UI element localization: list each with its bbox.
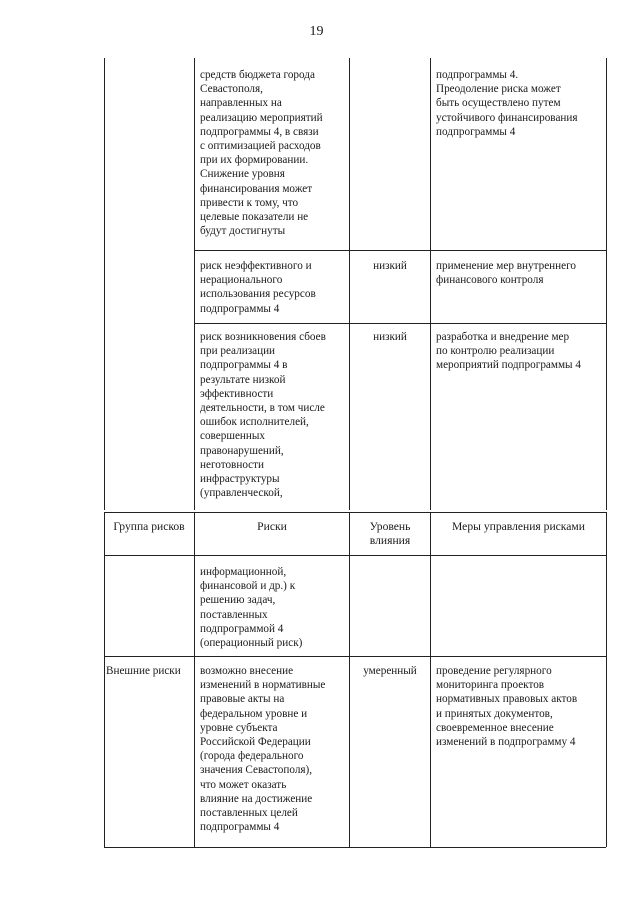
table-cell-risk: возможно внесение изменений в нормативные правовые акты на федеральном уровне и уровне субъекта Российской Федерации (города федерального значения Севастополя), что может оказать влияние на достижение поставленных целей подпрограммы 4 — [200, 665, 326, 834]
table-column-divider — [430, 58, 431, 510]
table-column-divider — [349, 58, 350, 510]
header-group: Группа рисков — [113, 520, 185, 533]
header-risks: Риски — [257, 520, 287, 533]
table-border-right — [606, 58, 607, 510]
table-cell-measures: разработка и внедрение мер по контролю реализации мероприятий подпрограммы 4 — [436, 331, 581, 372]
table-row-divider — [104, 656, 606, 657]
table-cell-risk: информационной, финансовой и др.) к решению задач, поставленных подпрограммой 4 (операционный риск) — [200, 566, 303, 650]
table-column-divider — [194, 555, 195, 847]
table-border-right — [606, 512, 607, 555]
table-cell-risk: риск возникновения сбоев при реализации подпрограммы 4 в результате низкой эффективности деятельности, в том числе ошибок исполнителей, совершенных правонарушений, неготовности инфраструктуры (управленческой, — [200, 331, 326, 500]
table-border-left — [104, 58, 105, 510]
table-border-right — [606, 555, 607, 847]
table-cell-level: низкий — [373, 331, 407, 343]
table-cell-risk: средств бюджета города Севастополя, направленных на реализацию мероприятий подпрограммы 4, в связи с оптимизацией расходов при их формировании. Снижение уровня финансирования может привести к тому, что целевые показатели не будут достигнуты — [200, 69, 323, 238]
table-row-divider — [194, 323, 606, 324]
table-cell-level: низкий — [373, 260, 407, 272]
table-cell-risk: риск неэффективного и нерационального использования ресурсов подпрограммы 4 — [200, 260, 316, 315]
table-column-divider — [349, 555, 350, 847]
table-cell-group: Внешние риски — [106, 665, 181, 677]
table-column-divider — [430, 555, 431, 847]
table-cell-measures: применение мер внутреннего финансового контроля — [436, 260, 577, 287]
table-cell-measures: проведение регулярного мониторинга проектов нормативных правовых актов и принятых документов, своевременное внесение изменений в подпрограмму 4 — [436, 665, 578, 749]
table-header-top — [104, 512, 606, 513]
table-cell-level: умеренный — [363, 665, 417, 677]
table-border-left — [104, 555, 105, 847]
table-cell-measures: подпрограммы 4. Преодоление риска может быть осуществлено путем устойчивого финансирования подпрограммы 4 — [436, 69, 578, 138]
page-number: 19 — [309, 24, 324, 39]
table-column-divider — [194, 58, 195, 510]
table-row-divider — [194, 250, 606, 251]
table-header-bottom — [104, 555, 606, 556]
header-level: Уровень влияния — [369, 520, 411, 548]
table-bottom-border — [104, 847, 606, 848]
header-measures: Меры управления рисками — [452, 520, 585, 533]
